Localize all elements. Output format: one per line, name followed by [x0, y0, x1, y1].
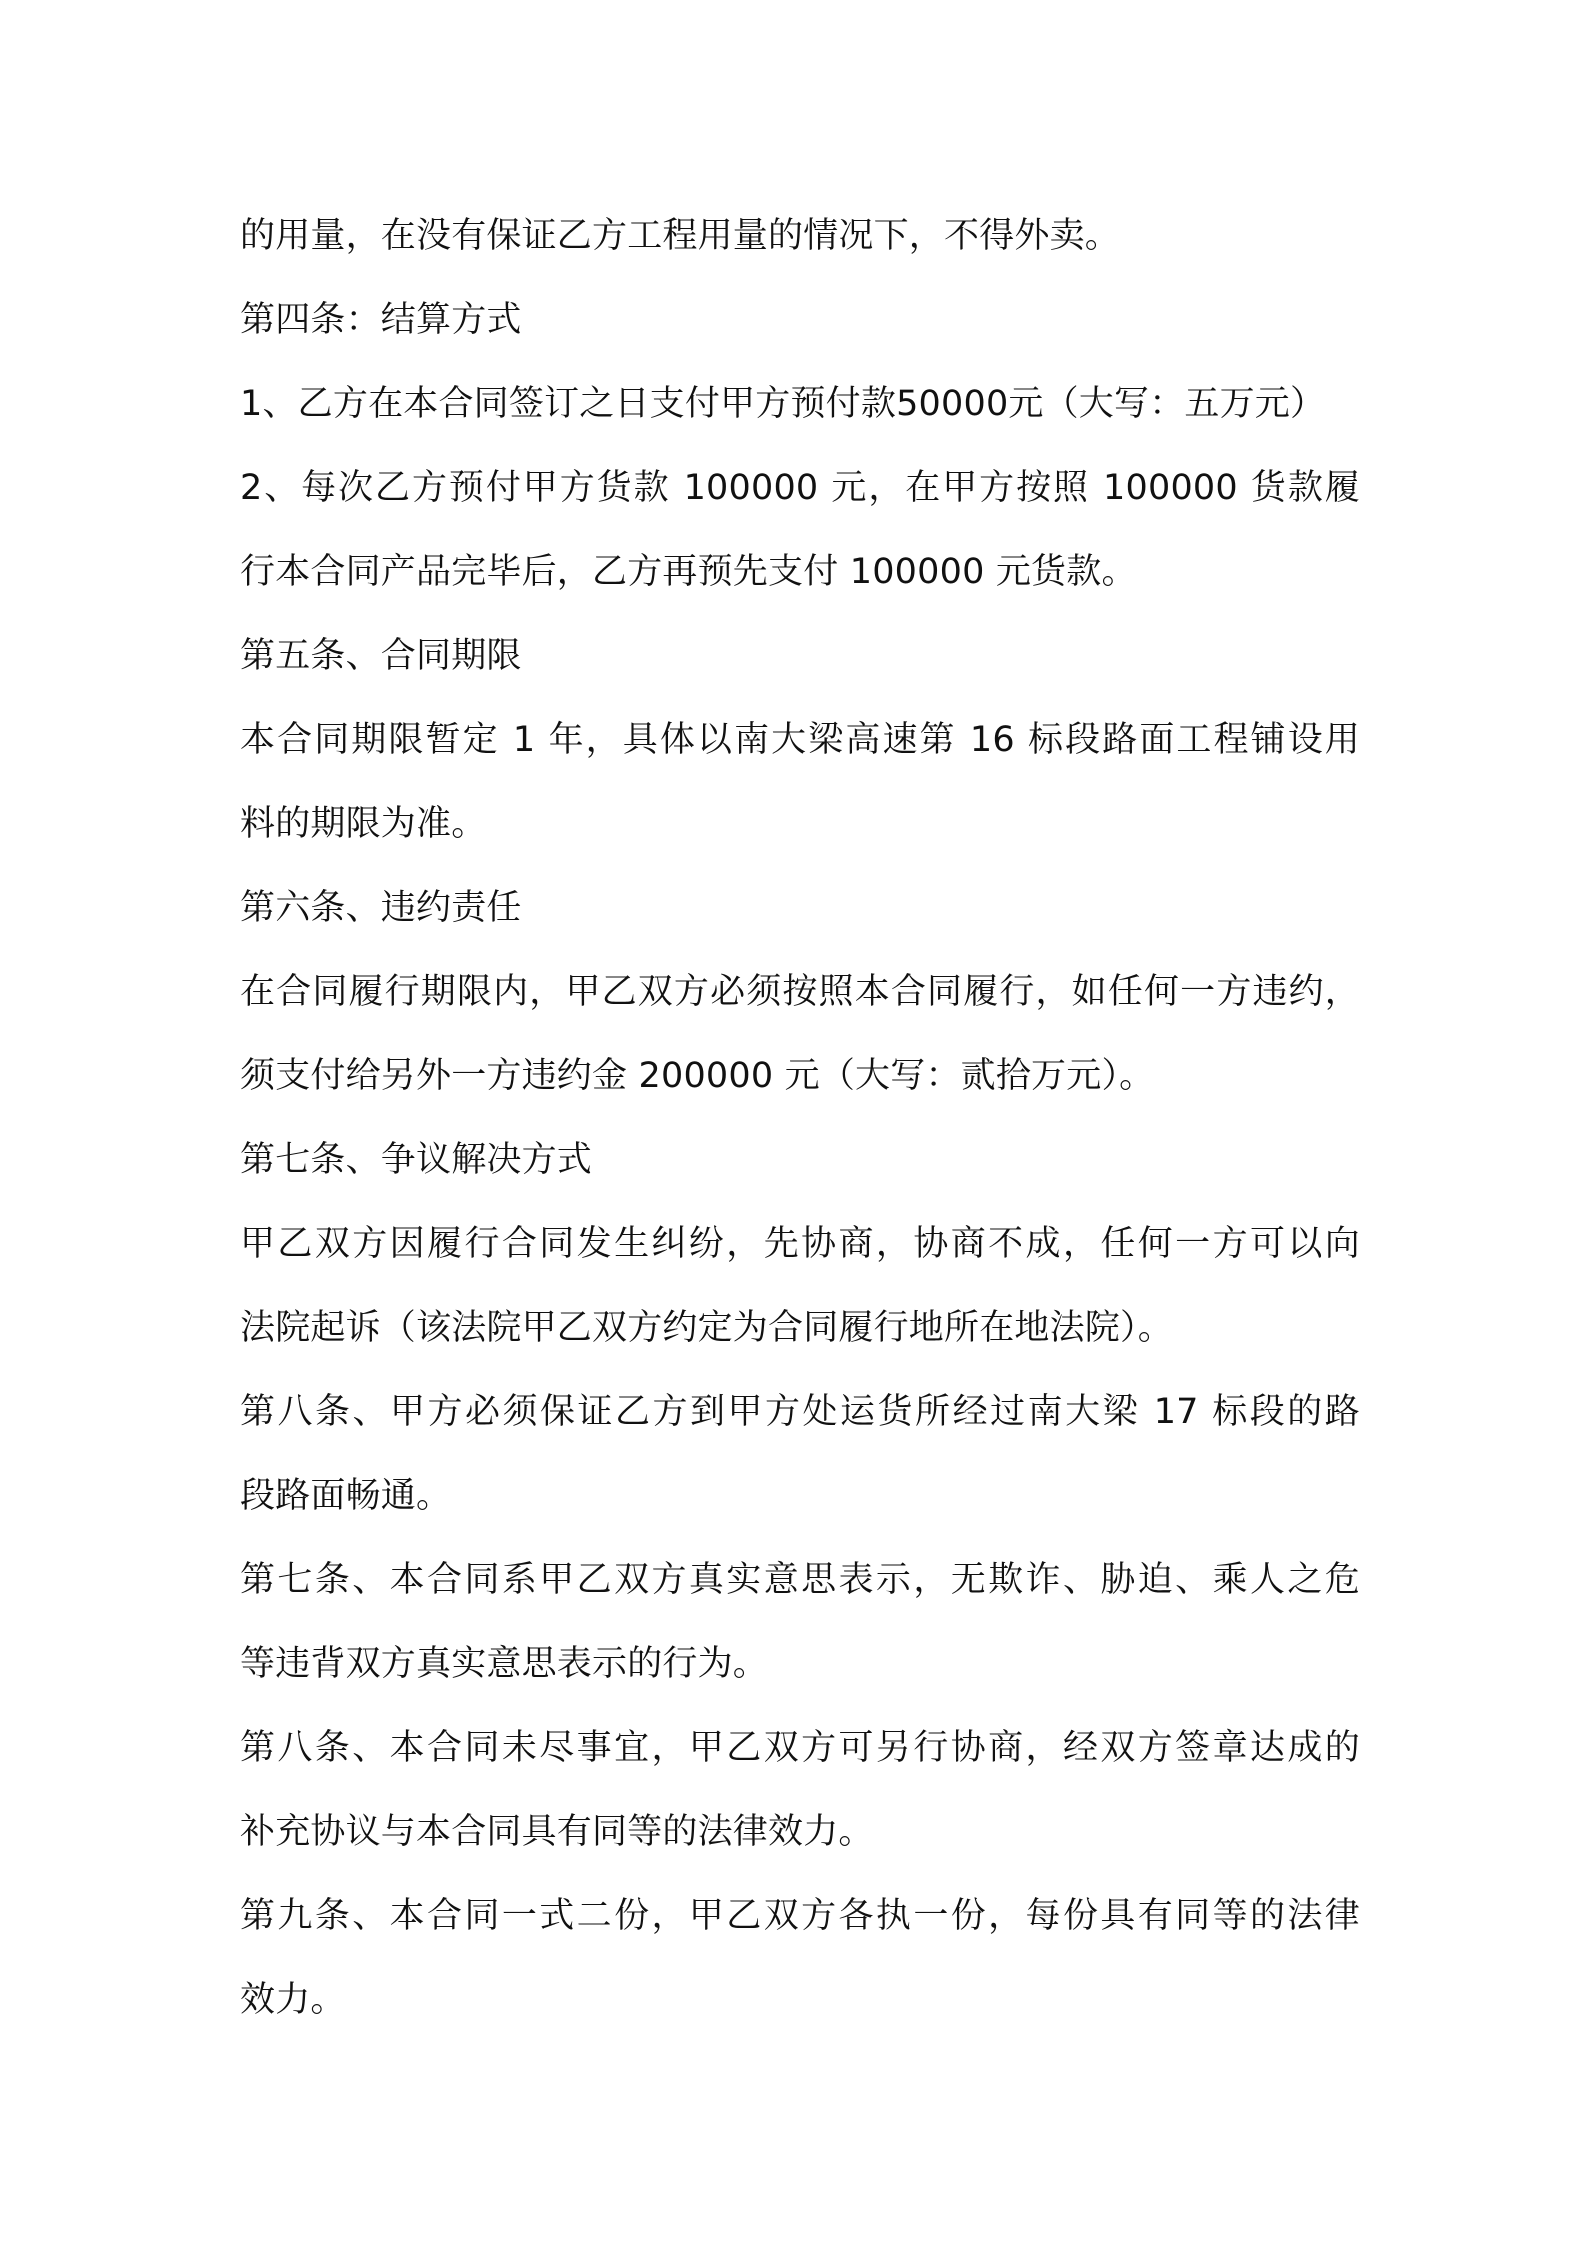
document-body: [240, 194, 1360, 2042]
paragraph-line: 1、乙方在本合同签订之日支付甲方预付款50000元（大写：五万元）: [240, 384, 1326, 424]
paragraph-line: 本合同期限暂定 1 年，具体以南大梁高速第 16 标段路面工程铺设用: [240, 720, 1360, 760]
section-heading-article-7: 第七条、争议解决方式: [240, 1140, 593, 1180]
paragraph-line: 第七条、本合同系甲乙双方真实意思表示，无欺诈、胁迫、乘人之危: [240, 1560, 1360, 1600]
paragraph-line: 在合同履行期限内，甲乙双方必须按照本合同履行，如任何一方违约，: [240, 972, 1360, 1012]
section-heading-article-4: 第四条：结算方式: [240, 300, 522, 340]
paragraph-line: 甲乙双方因履行合同发生纠纷，先协商，协商不成，任何一方可以向: [240, 1224, 1360, 1264]
paragraph-line: 效力。: [240, 1980, 346, 2020]
paragraph-line: 补充协议与本合同具有同等的法律效力。: [240, 1812, 874, 1852]
paragraph-line: 段路面畅通。: [240, 1476, 452, 1516]
section-heading-article-5: 第五条、合同期限: [240, 636, 522, 676]
paragraph-line: 2、每次乙方预付甲方货款 100000 元，在甲方按照 100000 货款履: [240, 468, 1360, 508]
paragraph-line: 第八条、本合同未尽事宜，甲乙双方可另行协商，经双方签章达成的: [240, 1728, 1360, 1768]
paragraph-line: 料的期限为准。: [240, 804, 487, 844]
paragraph-line: 第八条、甲方必须保证乙方到甲方处运货所经过南大梁 17 标段的路: [240, 1392, 1360, 1432]
section-heading-article-6: 第六条、违约责任: [240, 888, 522, 928]
paragraph-line: 第九条、本合同一式二份，甲乙双方各执一份，每份具有同等的法律: [240, 1896, 1360, 1936]
paragraph-line: 等违背双方真实意思表示的行为。: [240, 1644, 769, 1684]
paragraph-line: 法院起诉（该法院甲乙双方约定为合同履行地所在地法院）。: [240, 1308, 1173, 1348]
paragraph-line: 行本合同产品完毕后，乙方再预先支付 100000 元货款。: [240, 552, 1137, 592]
paragraph-line: 的用量，在没有保证乙方工程用量的情况下，不得外卖。: [240, 216, 1121, 256]
paragraph-line: 须支付给另外一方违约金 200000 元（大写：贰拾万元）。: [240, 1056, 1155, 1096]
